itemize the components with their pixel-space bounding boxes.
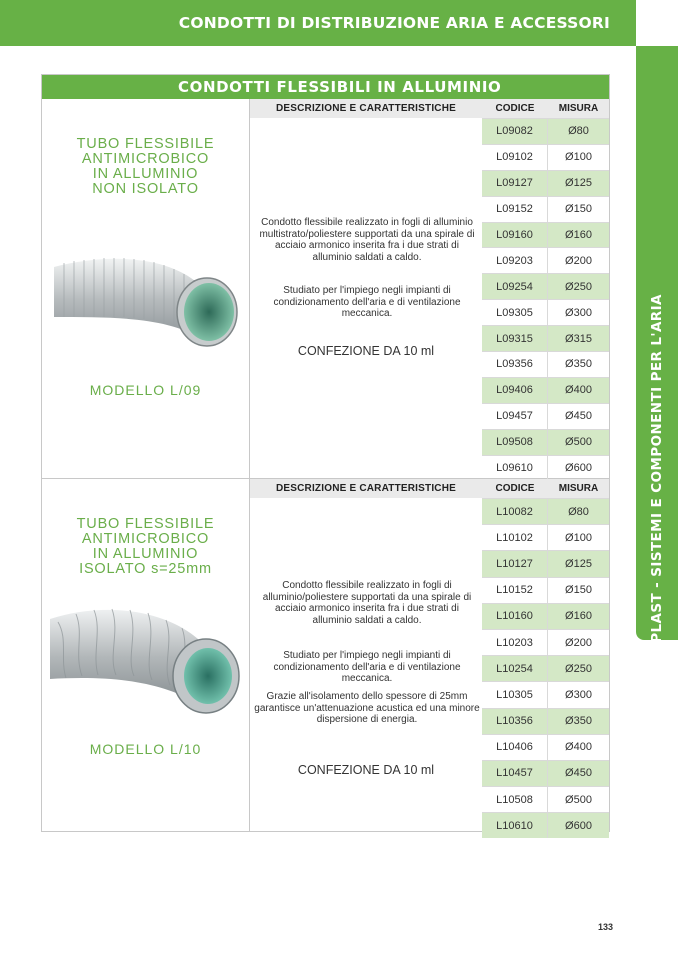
code-cell: L10127 [482,551,548,576]
code-cell: L09610 [482,456,548,481]
table-row [482,760,609,786]
model-label: MODELLO L/09 [89,382,202,398]
table-row [482,681,609,707]
size-cell: Ø600 [565,819,592,832]
table-row [482,455,609,481]
page-number: 133 [598,922,614,932]
size-cell: Ø300 [565,306,592,319]
size-cell: Ø500 [565,436,592,449]
code-cell: L09254 [482,274,548,299]
title-line: TUBO FLESSIBILE [76,516,215,532]
product-info-l09 [42,99,250,478]
size-cell: Ø100 [565,151,592,164]
size-cell: Ø125 [565,177,592,190]
table-header [482,479,609,498]
size-cell: Ø80 [568,505,589,518]
title-line: ANTIMICROBICO [81,531,210,547]
code-cell: L09152 [482,197,548,222]
code-cell: L09406 [482,378,548,403]
table-body [482,118,609,480]
title-line: NON ISOLATO [92,181,199,197]
section-header-band [0,0,636,46]
code-cell: L10406 [482,735,548,760]
panel-title [42,75,609,99]
code-cell: L09356 [482,352,548,377]
table-row [482,734,609,760]
code-cell: L09102 [482,145,548,170]
code-cell: L09457 [482,404,548,429]
table-row [482,550,609,576]
table-row [482,524,609,550]
description-paragraph: Studiato per l'impiego negli impianti di condizionamento dell'aria e di ventilazione meccanica. [273,650,461,684]
description-header: DESCRIZIONE E CARATTERISTICHE [250,479,482,498]
product-info-l10 [42,479,250,831]
code-cell: L10457 [482,761,548,786]
codes-table [482,99,609,480]
table-row [482,629,609,655]
table-row [482,196,609,222]
panel-title-text: CONDOTTI FLESSIBILI IN ALLUMINIO [178,78,502,96]
size-cell: Ø160 [565,229,592,241]
code-cell: L10152 [482,578,548,603]
table-row [482,118,609,144]
title-line: ISOLATO s=25mm [79,561,212,577]
description-paragraph: Condotto flessibile realizzato in fogli di alluminio multistrato/poliestere supportati da una spirale di acciaio armonico inserita fra i due strati di alluminio saldati a caldo. [259,217,475,263]
size-cell: Ø80 [568,125,589,138]
size-cell: Ø400 [565,384,592,397]
table-row [482,273,609,299]
code-cell: L10254 [482,656,548,681]
packaging-label: CONFEZIONE DA 10 ml [297,344,435,358]
size-cell: Ø350 [565,715,592,728]
table-row [482,577,609,603]
table-row [482,655,609,681]
title-line: IN ALLUMINIO [92,166,199,182]
table-row [482,708,609,734]
col-size-header: MISURA [558,483,599,494]
model-label: MODELLO L/10 [89,741,202,757]
col-size-header: MISURA [558,103,599,114]
size-cell: Ø150 [565,203,592,216]
table-row [482,812,609,838]
size-cell: Ø400 [565,741,592,754]
size-cell: Ø600 [565,462,592,475]
size-cell: Ø500 [565,793,592,806]
size-cell: Ø250 [565,280,592,293]
table-row [482,222,609,248]
code-cell: L09082 [482,119,548,144]
product-section-l09 [42,99,609,479]
size-cell: Ø300 [565,688,592,701]
code-cell: L09508 [482,430,548,455]
table-header [482,99,609,118]
table-row [482,498,609,524]
size-cell: Ø450 [565,767,592,780]
code-cell: L10203 [482,630,548,655]
size-cell: Ø160 [565,610,592,623]
table-row [482,351,609,377]
table-row [482,603,609,629]
title-line: TUBO FLESSIBILE [76,136,215,152]
table-row [482,144,609,170]
side-tab-label: AIRPLAST - SISTEMI E COMPONENTI PER L'ARIA [649,294,665,670]
code-cell: L10305 [482,682,548,707]
code-cell: L10356 [482,709,548,734]
product-title [42,137,249,197]
title-line: ANTIMICROBICO [81,151,210,167]
codes-table [482,479,609,838]
table-row [482,377,609,403]
code-cell: L09305 [482,300,548,325]
size-cell: Ø250 [565,662,592,675]
table-row [482,170,609,196]
col-code-header: CODICE [495,483,535,494]
section-header-title: CONDOTTI DI DISTRIBUZIONE ARIA E ACCESSORI [178,14,610,32]
description-header: DESCRIZIONE E CARATTERISTICHE [250,99,482,118]
size-cell: Ø200 [565,254,592,267]
table-row [482,247,609,273]
code-cell: L10082 [482,499,548,524]
size-cell: Ø150 [565,584,592,597]
code-cell: L09160 [482,223,548,248]
code-cell: L10160 [482,604,548,629]
size-cell: Ø450 [565,410,592,423]
code-cell: L09315 [482,326,548,351]
flexible-duct-image [52,227,242,352]
table-row [482,429,609,455]
size-cell: Ø200 [565,636,592,649]
description-column [250,479,482,831]
insulated-duct-image [48,584,243,719]
size-cell: Ø315 [565,332,592,345]
product-section-l10 [42,479,609,831]
table-row [482,299,609,325]
description-column [250,99,482,478]
product-panel [41,74,610,832]
code-cell: L09127 [482,171,548,196]
col-code-header: CODICE [495,103,535,114]
table-row [482,325,609,351]
title-line: IN ALLUMINIO [92,546,199,562]
table-body [482,498,609,838]
header-spacer [636,0,678,46]
code-cell: L10610 [482,813,548,838]
code-cell: L10508 [482,787,548,812]
code-cell: L10102 [482,525,548,550]
table-row [482,403,609,429]
product-title [42,517,249,577]
table-row [482,786,609,812]
packaging-label: CONFEZIONE DA 10 ml [297,763,435,777]
description-paragraph: Studiato per l'impiego negli impianti di condizionamento dell'aria e di ventilazione meccanica. [273,285,461,319]
description-paragraph: Grazie all'isolamento dello spessore di 25mm garantisce un'attenuazione acustica ed una minore dispersione di energia. [254,691,480,725]
code-cell: L09203 [482,248,548,273]
size-cell: Ø125 [565,557,592,570]
description-paragraph: Condotto flessibile realizzato in fogli di alluminio/poliestere supportati da una spirale di acciaio armonico inserita fra i due strati di alluminio saldati a caldo. [262,580,472,626]
size-cell: Ø350 [565,358,592,371]
size-cell: Ø100 [565,531,592,544]
